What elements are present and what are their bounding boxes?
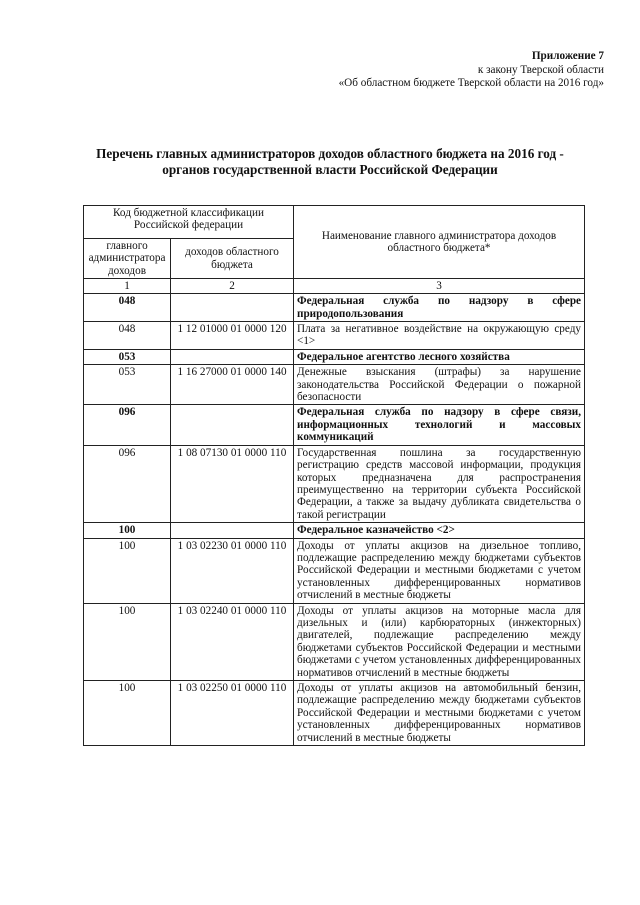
cell-income-code: 1 03 02230 01 0000 110	[171, 538, 294, 603]
cell-administrator-code: 048	[84, 322, 171, 350]
table-row-administrator	[84, 294, 585, 322]
table-row	[84, 681, 585, 746]
cell-income-code: 1 12 01000 01 0000 120	[171, 322, 294, 350]
cell-name: Плата за негативное воздействие на окружающую среду <1>	[294, 322, 585, 350]
cell-income-code: 1 08 07130 01 0000 110	[171, 445, 294, 522]
cell-administrator-code: 100	[84, 603, 171, 680]
cell-income-code	[171, 523, 294, 538]
cell-administrator-code: 100	[84, 538, 171, 603]
document-title	[40, 146, 620, 178]
table-row-administrator	[84, 405, 585, 445]
cell-income-code	[171, 294, 294, 322]
cell-name: Федеральное агентство лесного хозяйства	[294, 349, 585, 364]
cell-administrator-code: 100	[84, 681, 171, 746]
cell-administrator-code: 048	[84, 294, 171, 322]
header-main-administrator: главного администратора доходов	[84, 239, 171, 279]
cell-name: Доходы от уплаты акцизов на автомобильный бензин, подлежащие распределению между бюджетами субъектов Российской Федерации и местными бюджетами с учетом установленных дифференцированных нормативов отчислений в местные бюджеты	[294, 681, 585, 746]
document-title-line-2: органов государственной власти Российской Федерации	[162, 162, 498, 177]
cell-name: Государственная пошлина за государственную регистрацию средств массовой информации, продукция которых предназначена для распространения преимущественно на территории субъекта Российской Федерации, а также за выдачу дубликата свидетельства о такой регистрации	[294, 445, 585, 522]
column-number-1: 1	[84, 279, 171, 294]
cell-name: Доходы от уплаты акцизов на дизельное топливо, подлежащие распределению между бюджетами субъектов Российской Федерации и местными бюджетами с учетом установленных дифференцированных нормативов отчислений в местные бюджеты	[294, 538, 585, 603]
table-body	[84, 294, 585, 746]
appendix-block	[339, 50, 604, 91]
column-number-2: 2	[171, 279, 294, 294]
table-row	[84, 603, 585, 680]
table-row-administrator	[84, 523, 585, 538]
cell-name: Федеральная служба по надзору в сфере связи, информационных технологий и массовых коммуникаций	[294, 405, 585, 445]
cell-administrator-code: 100	[84, 523, 171, 538]
table-row	[84, 322, 585, 350]
table-header-row	[84, 206, 585, 239]
cell-income-code	[171, 349, 294, 364]
appendix-title: Приложение 7	[531, 50, 604, 62]
header-classification-code: Код бюджетной классификации Российской федерации	[84, 206, 294, 239]
cell-name: Федеральная служба по надзору в сфере природопользования	[294, 294, 585, 322]
table-row	[84, 365, 585, 405]
document-title-line-1: Перечень главных администраторов доходов областного бюджета на 2016 год -	[96, 146, 564, 161]
cell-income-code: 1 16 27000 01 0000 140	[171, 365, 294, 405]
cell-administrator-code: 096	[84, 405, 171, 445]
cell-administrator-code: 053	[84, 365, 171, 405]
column-number-3: 3	[294, 279, 585, 294]
table-column-numbers	[84, 279, 585, 294]
administrators-table	[83, 205, 585, 746]
cell-name: Денежные взыскания (штрафы) за нарушение законодательства Российской Федерации о пожарной безопасности	[294, 365, 585, 405]
table-row	[84, 445, 585, 522]
cell-name: Доходы от уплаты акцизов на моторные масла для дизельных и (или) карбюраторных (инжекторных) двигателей, подлежащие распределению между бюджетами субъектов Российской Федерации и местными бюджетами с учетом установленных дифференцированных нормативов отчислений в местные бюджеты	[294, 603, 585, 680]
header-regional-budget-income: доходов областного бюджета	[171, 239, 294, 279]
cell-income-code: 1 03 02240 01 0000 110	[171, 603, 294, 680]
appendix-law-name: «Об областном бюджете Тверской области на 2016 год»	[338, 77, 604, 89]
appendix-law: к закону Тверской области	[477, 63, 604, 76]
cell-administrator-code: 053	[84, 349, 171, 364]
table-row	[84, 538, 585, 603]
header-name: Наименование главного администратора доходов областного бюджета*	[294, 206, 585, 279]
cell-name: Федеральное казначейство <2>	[294, 523, 585, 538]
cell-administrator-code: 096	[84, 445, 171, 522]
cell-income-code: 1 03 02250 01 0000 110	[171, 681, 294, 746]
table-row-administrator	[84, 349, 585, 364]
cell-income-code	[171, 405, 294, 445]
